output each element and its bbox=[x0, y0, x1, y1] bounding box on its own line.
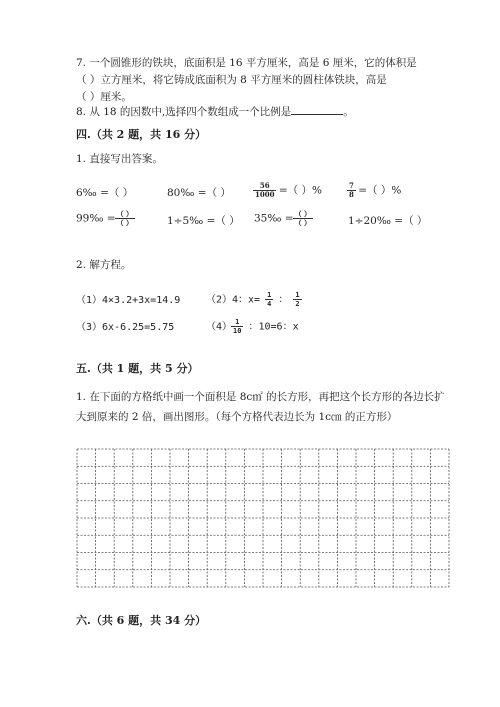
eq2-pre: （2）4：x= bbox=[206, 294, 267, 306]
fraction bbox=[116, 210, 134, 227]
r2c2: 1÷5‰ =（ ） bbox=[167, 215, 240, 227]
section-4-sub-2: 2. 解方程。 bbox=[76, 259, 132, 271]
question-8-tail: 。 bbox=[343, 106, 354, 118]
section-6-heading: 六.（共 6 题，共 34 分） bbox=[76, 614, 207, 627]
question-7-line-1: 7. 一个圆锥形的铁块，底面积是 16 平方厘米，高是 6 厘米，它的体积是 bbox=[76, 57, 417, 69]
r2c4: 1÷20‰ =（ ） bbox=[348, 215, 428, 227]
denominator: 10 bbox=[233, 327, 242, 335]
denominator: 8 bbox=[349, 190, 354, 199]
eq4-pre: （4） bbox=[206, 321, 233, 333]
numerator: 1 bbox=[267, 291, 272, 299]
r1c3-tail: =（ ）% bbox=[275, 184, 322, 197]
eq2-mid: ： bbox=[272, 294, 295, 306]
numerator: （ ） bbox=[294, 209, 312, 218]
question-8-text: 8. 从 18 的因数中,选择四个数组成一个比例是 bbox=[76, 106, 292, 118]
denominator: （ ） bbox=[294, 218, 312, 227]
answer-blank[interactable] bbox=[291, 104, 343, 115]
question-8 bbox=[76, 104, 354, 119]
equation-4 bbox=[206, 318, 299, 335]
fraction bbox=[348, 182, 355, 199]
section-4-heading: 四.（共 2 题，共 16 分） bbox=[76, 128, 207, 141]
section-5-line-2: 大到原来的 2 倍，画出图形。（每个方格代表边长为 1c㎝ 的正方形） bbox=[76, 411, 398, 423]
r2c1-pre: 99‰ = bbox=[76, 212, 116, 225]
r1c4 bbox=[348, 182, 401, 199]
equation-2 bbox=[206, 291, 301, 308]
denominator: 1000 bbox=[255, 190, 275, 199]
r2c1 bbox=[76, 210, 134, 227]
section-4-sub-1: 1. 直接写出答案。 bbox=[76, 153, 163, 165]
numerator: 1 bbox=[235, 318, 240, 326]
numerator: 7 bbox=[349, 181, 354, 190]
fraction bbox=[254, 182, 275, 199]
equation-3: （3）6x-6.25=5.75 bbox=[76, 322, 175, 333]
denominator: 4 bbox=[267, 300, 272, 308]
fraction bbox=[294, 210, 312, 227]
section-5-line-1: 1. 在下面的方格纸中画一个面积是 8c㎡ 的长方形，再把这个长方形的各边长扩 bbox=[76, 391, 445, 403]
fraction bbox=[294, 291, 300, 308]
fraction bbox=[232, 318, 242, 335]
denominator: 2 bbox=[295, 300, 300, 308]
r1c4-tail: =（ ）% bbox=[354, 184, 402, 197]
r1c3 bbox=[254, 182, 322, 199]
section-5-heading: 五.（共 1 题，共 5 分） bbox=[76, 362, 199, 375]
numerator: 56 bbox=[259, 181, 270, 190]
equation-1: （1）4×3.2+3x=14.9 bbox=[76, 295, 181, 306]
square-grid[interactable] bbox=[76, 448, 450, 588]
r2c3 bbox=[254, 210, 312, 227]
eq4-tail: ：10=6：x bbox=[242, 321, 299, 333]
r1c2: 80‰ =（ ） bbox=[167, 187, 231, 199]
numerator: （ ） bbox=[116, 209, 134, 218]
r1c1: 6‰ =（ ） bbox=[76, 187, 134, 199]
denominator: （ ） bbox=[116, 218, 134, 227]
question-7-line-3: （ ）厘米。 bbox=[76, 91, 132, 103]
numerator: 1 bbox=[295, 291, 300, 299]
question-7-line-2: （ ）立方厘米，将它铸成底面积为 8 平方厘米的圆柱体铁块，高是 bbox=[76, 74, 387, 86]
r2c3-pre: 35‰ = bbox=[254, 212, 294, 225]
